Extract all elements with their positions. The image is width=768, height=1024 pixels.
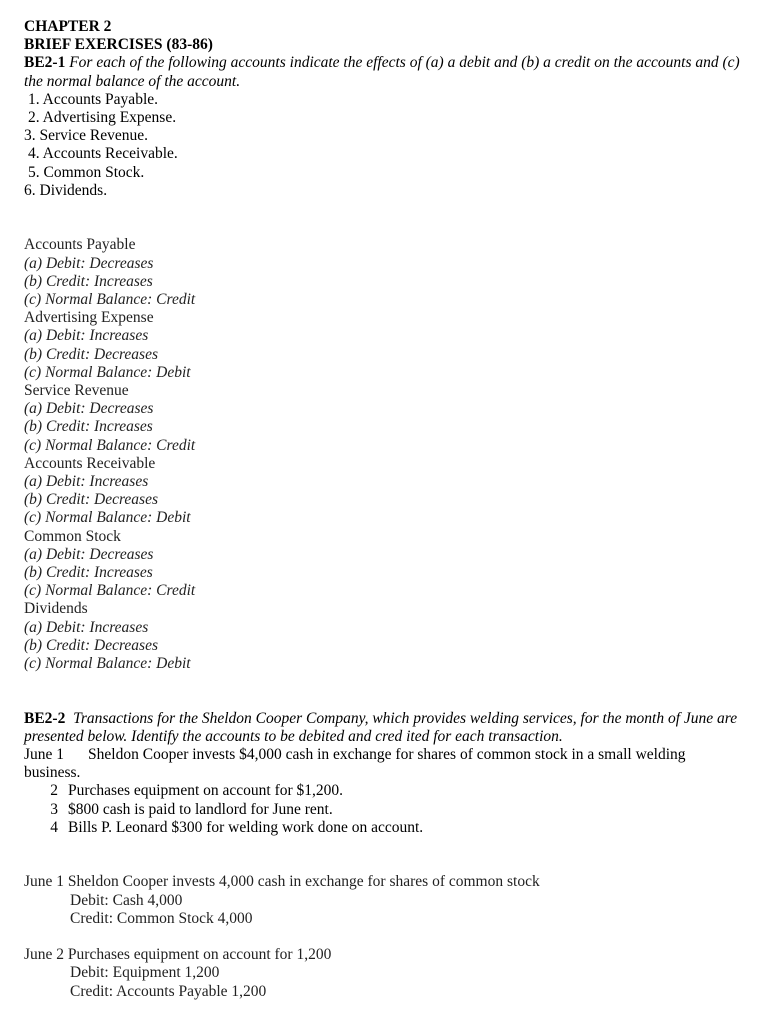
answer-debit-effect: (a) Debit: Increases — [24, 327, 149, 345]
answer-normal-balance: (c) Normal Balance: Debit — [24, 363, 191, 381]
transaction-day: 4 — [50, 818, 58, 836]
chapter-heading: CHAPTER 2 — [24, 18, 112, 35]
be2-1-prompt — [24, 54, 744, 90]
journal-entry — [24, 946, 744, 1001]
account-item: 5. Common Stock. — [28, 163, 145, 181]
answer-normal-balance: (c) Normal Balance: Credit — [24, 291, 196, 309]
answer-normal-balance: (c) Normal Balance: Debit — [24, 509, 191, 527]
answer-debit-effect: (a) Debit: Increases — [24, 618, 149, 636]
journal-debit-line: Debit: Equipment 1,200 — [70, 964, 220, 982]
answer-credit-effect: (b) Credit: Decreases — [24, 636, 159, 654]
account-item: 4. Accounts Receivable. — [28, 145, 178, 163]
answer-normal-balance: (c) Normal Balance: Debit — [24, 655, 191, 673]
be2-2-label: BE2-2 — [24, 709, 66, 727]
answer-account-name: Accounts Receivable — [24, 454, 156, 472]
journal-debit-line: Debit: Cash 4,000 — [70, 891, 183, 909]
answer-account-name: Dividends — [24, 600, 88, 618]
answer-account-name: Service Revenue — [24, 382, 129, 400]
transaction-day: 2 — [50, 782, 58, 800]
journal-credit-line: Credit: Accounts Payable 1,200 — [70, 982, 267, 1000]
answer-normal-balance: (c) Normal Balance: Credit — [24, 436, 196, 454]
be2-1-question: For each of the following accounts indicate the effects of (a) a debit and (b) a credit on the accounts and (c) the normal balance of the account. — [24, 54, 740, 90]
answer-account-name: Advertising Expense — [24, 309, 154, 327]
journal-entry — [24, 873, 744, 928]
transaction-text: $800 cash is paid to landlord for June rent. — [68, 800, 333, 818]
answer-debit-effect: (a) Debit: Decreases — [24, 254, 154, 272]
answer-credit-effect: (b) Credit: Increases — [24, 272, 153, 290]
answer-credit-effect: (b) Credit: Increases — [24, 564, 153, 582]
section-heading: BRIEF EXERCISES (83-86) — [24, 36, 213, 54]
answer-credit-effect: (b) Credit: Decreases — [24, 491, 159, 509]
account-item: 6. Dividends. — [24, 181, 108, 199]
account-item: 1. Accounts Payable. — [28, 90, 159, 108]
transaction-text: Purchases equipment on account for $1,200. — [68, 782, 344, 800]
transaction-text: Sheldon Cooper invests $4,000 cash in exchange for shares of common stock in a small welding business. — [24, 746, 686, 782]
transaction-row — [24, 801, 744, 819]
be2-2-prompt — [24, 710, 744, 746]
answer-credit-effect: (b) Credit: Increases — [24, 418, 153, 436]
journal-entry-header: June 2 Purchases equipment on account for 1,200 — [24, 946, 332, 964]
transaction-text: Bills P. Leonard $300 for welding work done on account. — [68, 818, 424, 836]
journal-credit-line: Credit: Common Stock 4,000 — [70, 909, 253, 927]
journal-entry-header: June 1 Sheldon Cooper invests 4,000 cash in exchange for shares of common stock — [24, 873, 540, 891]
be2-2-question: Transactions for the Sheldon Cooper Company, which provides welding services, for the month of June are presented below. Identify the accounts to be debited and cred ited for each transaction. — [24, 709, 738, 745]
account-item: 2. Advertising Expense. — [28, 109, 177, 127]
answer-debit-effect: (a) Debit: Decreases — [24, 400, 154, 418]
document-page — [24, 18, 744, 1001]
be2-1-label: BE2-1 — [24, 54, 66, 72]
answer-debit-effect: (a) Debit: Increases — [24, 473, 149, 491]
transaction-day: 3 — [50, 800, 58, 818]
transaction-date: June 1 — [24, 746, 65, 764]
account-item: 3. Service Revenue. — [24, 127, 148, 145]
transaction-row — [24, 782, 744, 800]
answer-credit-effect: (b) Credit: Decreases — [24, 345, 159, 363]
answer-account-name: Common Stock — [24, 527, 121, 545]
answer-debit-effect: (a) Debit: Decreases — [24, 545, 154, 563]
transaction-first — [24, 746, 744, 782]
transaction-row — [24, 819, 744, 837]
answer-normal-balance: (c) Normal Balance: Credit — [24, 582, 196, 600]
answer-account-name: Accounts Payable — [24, 236, 136, 254]
be2-1-answer-block — [24, 236, 744, 673]
